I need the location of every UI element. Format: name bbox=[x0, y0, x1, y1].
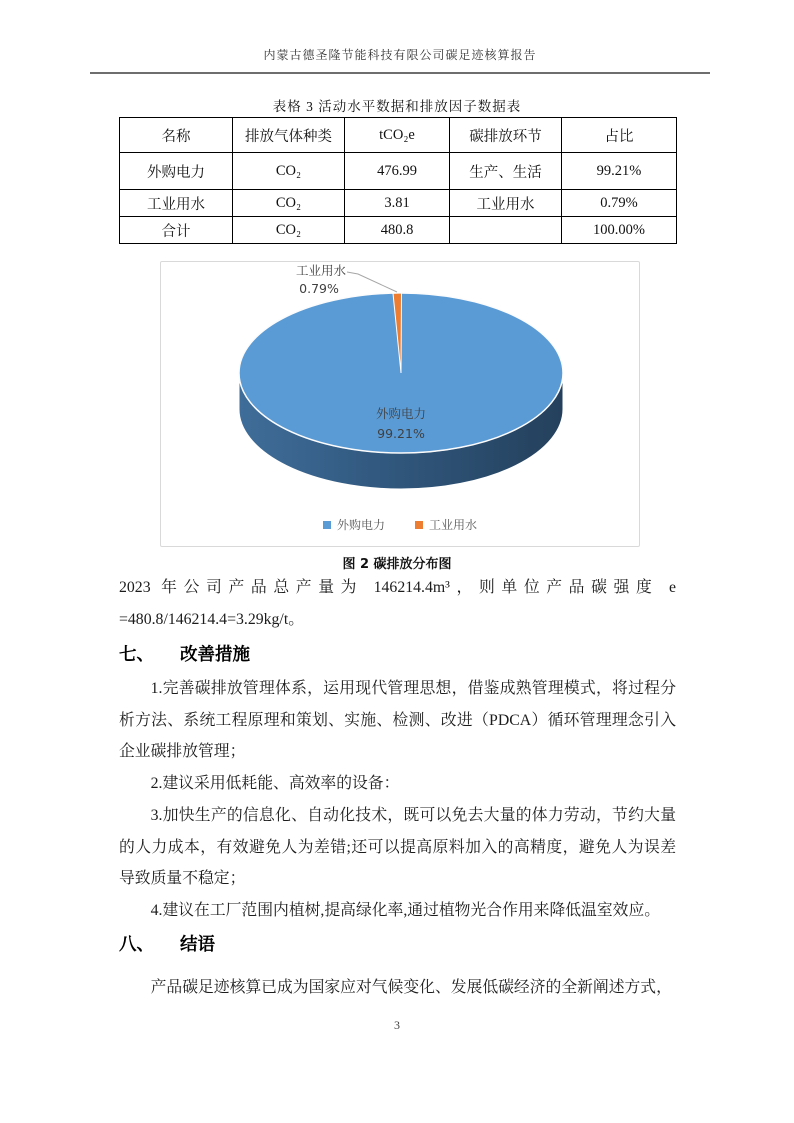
table-caption: 表格 3 活动水平数据和排放因子数据表 bbox=[272, 99, 522, 114]
cell-share: 100.00% bbox=[562, 217, 677, 244]
legend-swatch-electricity-icon bbox=[323, 521, 331, 529]
intro-paragraph bbox=[119, 572, 676, 636]
cell-gas: CO₂ bbox=[233, 217, 345, 244]
col-header-gas-type: 排放气体种类 bbox=[233, 118, 345, 153]
legend-label-electricity: 外购电力 bbox=[336, 518, 385, 532]
conclusion-paragraph: 产品碳足迹核算已成为国家应对气候变化、发展低碳经济的全新阐述方式， bbox=[150, 979, 672, 996]
cell-name: 合计 bbox=[120, 217, 233, 244]
intro-line-1: 2023 年公司产品总产量为 146214.4m³，则单位产品碳强度 e bbox=[119, 579, 676, 596]
page-number: 3 bbox=[394, 1018, 400, 1032]
cell-tco2e: 480.8 bbox=[345, 217, 450, 244]
inside-label-value: 99.21% bbox=[377, 426, 425, 441]
callout-label-name: 工业用水 bbox=[295, 263, 347, 278]
cell-gas: CO₂ bbox=[233, 153, 345, 190]
cell-stage: 工业用水 bbox=[450, 190, 562, 217]
section-heading-conclusion bbox=[119, 933, 215, 957]
cell-tco2e: 476.99 bbox=[345, 153, 450, 190]
intro-line-2: =480.8/146214.4=3.29kg/t。 bbox=[119, 611, 305, 628]
cell-tco2e: 3.81 bbox=[345, 190, 450, 217]
measure-item-2: 2.建议采用低耗能、高效率的设备： bbox=[150, 775, 400, 793]
section-number: 八、 bbox=[119, 935, 154, 955]
measure-item-4: 4.建议在工厂范围内植树,提高绿化率,通过植物光合作用来降低温室效应。 bbox=[150, 901, 661, 919]
cell-gas: CO₂ bbox=[233, 190, 345, 217]
improvement-measures bbox=[119, 673, 676, 927]
cell-stage bbox=[450, 217, 562, 244]
col-header-tco2e: tCO₂e bbox=[345, 118, 450, 153]
cell-share: 0.79% bbox=[562, 190, 677, 217]
section-number: 七、 bbox=[119, 645, 154, 665]
legend-label-water: 工业用水 bbox=[429, 518, 478, 532]
cell-name: 工业用水 bbox=[120, 190, 233, 217]
emission-data-table bbox=[119, 117, 677, 244]
measure-item-1: 1.完善碳排放管理体系，运用现代管理思想，借鉴成熟管理模式，将过程分析方法、系统工程原理和策划、实施、检测、改进（PDCA）循环管理理念引入企业碳排放管理； bbox=[119, 680, 676, 761]
header-title: 内蒙古德圣隆节能科技有限公司碳足迹核算报告 bbox=[263, 48, 537, 62]
pie-chart bbox=[160, 261, 640, 547]
page-header bbox=[90, 46, 710, 74]
inside-label-name: 外购电力 bbox=[375, 406, 427, 421]
legend-swatch-water-icon bbox=[415, 521, 423, 529]
callout-leader-line bbox=[347, 272, 397, 292]
section-title: 结语 bbox=[180, 935, 215, 955]
col-header-emission-stage: 碳排放环节 bbox=[450, 118, 562, 153]
pie-chart-canvas bbox=[161, 262, 639, 546]
cell-stage: 生产、生活 bbox=[450, 153, 562, 190]
measure-item-3: 3.加快生产的信息化、自动化技术，既可以免去大量的体力劳动，节约大量的人力成本，有效避免人为差错;还可以提高原料加入的高精度，避免人为误差导致质量不稳定； bbox=[119, 806, 676, 888]
col-header-name: 名称 bbox=[120, 118, 233, 153]
table-row bbox=[120, 153, 677, 190]
cell-name: 外购电力 bbox=[120, 153, 233, 190]
legend-item-water bbox=[415, 516, 477, 533]
conclusion-paragraphs bbox=[119, 972, 676, 1004]
figure-caption: 图 2 碳排放分布图 bbox=[342, 557, 452, 572]
col-header-share: 占比 bbox=[562, 118, 677, 153]
table-header-row bbox=[120, 118, 677, 153]
table-row-total bbox=[120, 217, 677, 244]
callout-label-value: 0.79% bbox=[299, 281, 339, 296]
legend-item-electricity bbox=[323, 516, 385, 533]
chart-legend bbox=[161, 516, 639, 533]
section-heading-improvements bbox=[119, 643, 250, 667]
cell-share: 99.21% bbox=[562, 153, 677, 190]
table-row bbox=[120, 190, 677, 217]
section-title: 改善措施 bbox=[180, 645, 250, 665]
